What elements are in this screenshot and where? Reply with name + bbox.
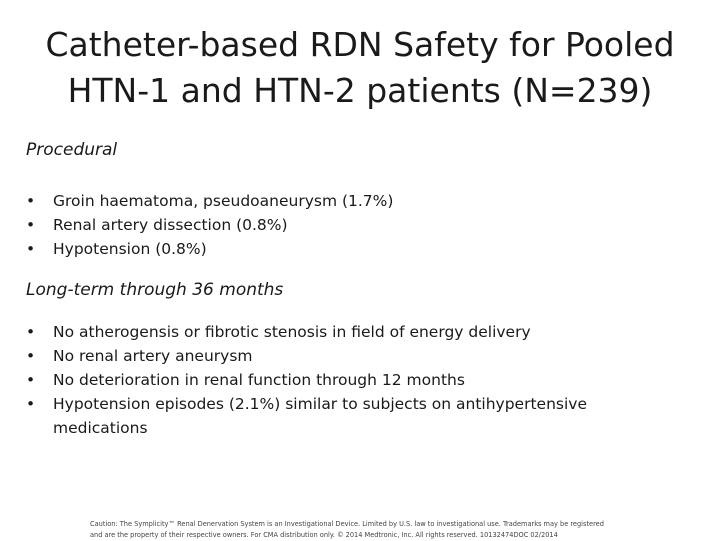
slide-title-line-2: HTN-1 and HTN-2 patients (N=239) xyxy=(67,71,653,110)
list-item xyxy=(26,237,666,261)
list-item xyxy=(26,213,666,237)
list-item-text: Groin haematoma, pseudoaneurysm (1.7%) xyxy=(53,192,394,210)
long-term-list xyxy=(26,320,666,440)
bullet-icon: • xyxy=(26,240,36,258)
caution-line-1: Caution: The Symplicity™ Renal Denervation System is an Investigational Device. Limited by U.S. law to investigational use. Trademarks may be registered xyxy=(90,520,604,528)
bullet-icon: • xyxy=(26,395,36,413)
list-item-text: No renal artery aneurysm xyxy=(53,347,253,365)
list-item xyxy=(26,320,666,344)
list-item xyxy=(26,344,666,368)
bullet-icon: • xyxy=(26,323,36,341)
caution-footnote xyxy=(90,519,650,541)
procedural-list xyxy=(26,189,666,261)
bullet-icon: • xyxy=(26,192,36,210)
caution-line-2: and are the property of their respective owners. For CMA distribution only. © 2014 Medtronic, Inc. All rights reserved. 10132474DOC 02/2014 xyxy=(90,531,558,539)
list-item xyxy=(26,189,666,213)
list-item xyxy=(26,368,666,392)
procedural-heading: Procedural xyxy=(26,140,118,160)
slide-title xyxy=(20,22,700,114)
bullet-icon: • xyxy=(26,216,36,234)
list-item-text: Renal artery dissection (0.8%) xyxy=(53,216,288,234)
list-item xyxy=(26,392,666,440)
bullet-icon: • xyxy=(26,371,36,389)
long-term-heading: Long-term through 36 months xyxy=(26,280,284,300)
list-item-text: No atherogensis or fibrotic stenosis in field of energy delivery xyxy=(53,323,531,341)
list-item-text: Hypotension episodes (2.1%) similar to subjects on antihypertensive medications xyxy=(53,395,587,437)
list-item-text: No deterioration in renal function through 12 months xyxy=(53,371,465,389)
list-item-text: Hypotension (0.8%) xyxy=(53,240,207,258)
slide-title-line-1: Catheter-based RDN Safety for Pooled xyxy=(45,25,675,64)
bullet-icon: • xyxy=(26,347,36,365)
